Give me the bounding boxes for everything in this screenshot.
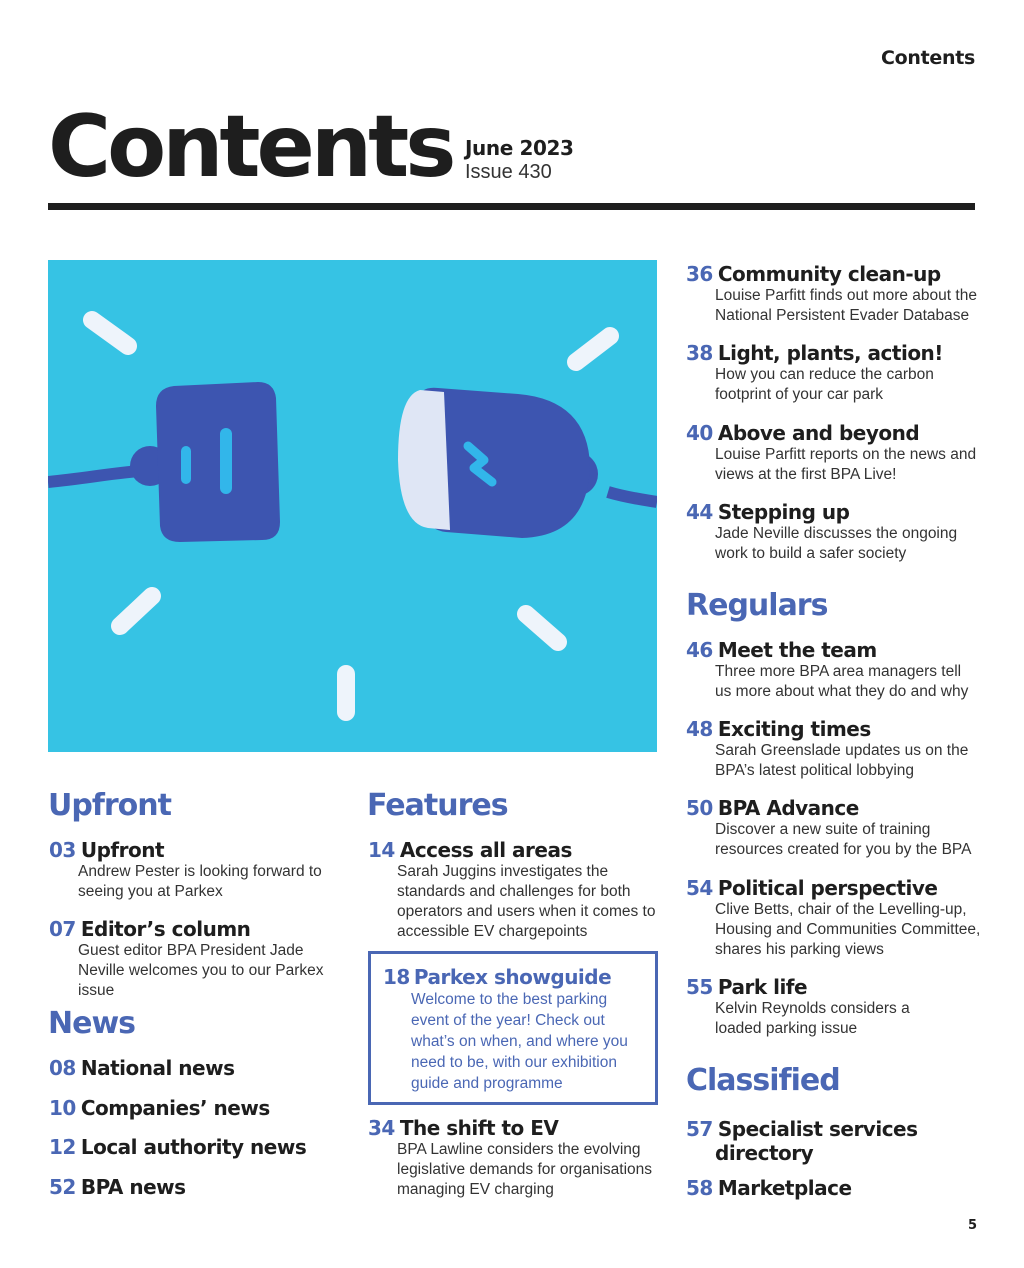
section-heading-upfront: Upfront	[48, 788, 171, 823]
toc-entry[interactable]	[686, 638, 986, 702]
entry-title: Access all areas	[399, 838, 572, 862]
page-number: 58	[686, 1176, 713, 1200]
page-number: 14	[368, 838, 395, 862]
page-number: 54	[686, 876, 713, 900]
toc-entry[interactable]	[686, 1176, 986, 1200]
entry-title: Marketplace	[717, 1176, 852, 1200]
entry-title: BPA Advance	[717, 796, 859, 820]
page-number-folio: 5	[967, 1218, 977, 1233]
page-number: 07	[49, 917, 76, 941]
entry-title: Political perspective	[717, 876, 938, 900]
entry-description: BPA Lawline considers the evolving legislative demands for organisations managing EV charging	[397, 1141, 653, 1198]
title-rule	[48, 203, 975, 210]
section-heading-classified: Classified	[686, 1063, 840, 1098]
page-number: 40	[686, 421, 713, 445]
entry-description: How you can reduce the carbon footprint of your car park	[715, 366, 934, 403]
page-number: 10	[49, 1096, 76, 1120]
entry-description: Louise Parfitt reports on the news and views at the first BPA Live!	[715, 446, 977, 483]
running-head: Contents	[880, 47, 975, 69]
page-number: 08	[49, 1056, 76, 1080]
page-number: 52	[49, 1175, 76, 1199]
toc-entry[interactable]	[49, 1175, 349, 1199]
page-number: 55	[686, 975, 713, 999]
toc-entry[interactable]	[686, 341, 986, 405]
entry-description: Kelvin Reynolds considers a loaded parking issue	[715, 1000, 910, 1037]
page-number: 48	[686, 717, 713, 741]
entry-title: Parkex showguide	[413, 965, 612, 989]
page-number: 44	[686, 500, 713, 524]
entry-title: Light, plants, action!	[717, 341, 943, 365]
toc-entry[interactable]	[49, 917, 349, 1001]
plug-right-icon	[398, 388, 657, 538]
entry-title: Exciting times	[717, 717, 871, 741]
toc-entry[interactable]	[686, 262, 986, 326]
entry-description: Discover a new suite of training resources created for you by the BPA	[715, 821, 972, 858]
entry-title: Companies’ news	[80, 1096, 270, 1120]
entry-title: The shift to EV	[399, 1116, 559, 1140]
entry-description: Jade Neville discusses the ongoing work to build a safer society	[715, 525, 958, 562]
entry-description: Clive Betts, chair of the Levelling-up, Housing and Communities Committee, shares his parking views	[715, 901, 981, 958]
toc-entry[interactable]	[686, 500, 986, 564]
toc-entry[interactable]	[49, 1056, 349, 1080]
entry-title-continued: directory	[715, 1141, 814, 1165]
entry-title: Editor’s column	[80, 917, 251, 941]
section-heading-features: Features	[367, 788, 508, 823]
section-heading-news: News	[48, 1006, 136, 1041]
entry-description: Sarah Juggins investigates the standards and challenges for both operators and users when it comes to accessible EV chargepoints	[397, 863, 656, 940]
toc-entry[interactable]	[686, 717, 986, 781]
toc-entry[interactable]	[686, 1117, 986, 1165]
page-number: 18	[383, 965, 410, 989]
issue-date: June 2023	[465, 136, 574, 160]
page-number: 34	[368, 1116, 395, 1140]
entry-title: National news	[80, 1056, 235, 1080]
entry-title: Meet the team	[717, 638, 877, 662]
toc-entry[interactable]	[686, 876, 986, 960]
page-number: 03	[49, 838, 76, 862]
page-number: 38	[686, 341, 713, 365]
plug-left-icon	[48, 382, 280, 542]
toc-entry[interactable]	[49, 838, 349, 902]
page-number: 46	[686, 638, 713, 662]
page-title: Contents	[48, 97, 453, 197]
entry-title: Stepping up	[717, 500, 850, 524]
hero-illustration	[48, 260, 657, 752]
toc-entry[interactable]	[368, 1116, 668, 1200]
toc-entry[interactable]	[686, 796, 986, 860]
parkex-showguide-box[interactable]	[368, 951, 658, 1105]
entry-description: Welcome to the best parking event of the year! Check out what’s on when, and where you need to be, with our exhibition guide and programme	[411, 991, 628, 1092]
toc-entry[interactable]	[368, 838, 668, 942]
entry-description: Three more BPA area managers tell us more about what they do and why	[715, 663, 969, 700]
toc-entry[interactable]	[686, 975, 986, 1039]
entry-title: Park life	[717, 975, 808, 999]
entry-description: Sarah Greenslade updates us on the BPA’s latest political lobbying	[715, 742, 969, 779]
entry-title: BPA news	[80, 1175, 186, 1199]
page-number: 36	[686, 262, 713, 286]
entry-description: Andrew Pester is looking forward to seeing you at Parkex	[78, 863, 322, 900]
entry-title: Upfront	[80, 838, 165, 862]
entry-title: Above and beyond	[717, 421, 920, 445]
page-number: 50	[686, 796, 713, 820]
page-number: 57	[686, 1117, 713, 1141]
section-heading-regulars: Regulars	[686, 588, 828, 623]
entry-title: Community clean-up	[717, 262, 941, 286]
toc-entry[interactable]	[49, 1096, 349, 1120]
entry-description: Louise Parfitt finds out more about the National Persistent Evader Database	[715, 287, 977, 324]
entry-title: Specialist services	[717, 1117, 918, 1141]
toc-entry[interactable]	[686, 421, 986, 485]
issue-number: Issue 430	[465, 161, 552, 183]
page-number: 12	[49, 1135, 76, 1159]
entry-description: Guest editor BPA President Jade Neville welcomes you to our Parkex issue	[78, 942, 324, 999]
entry-title: Local authority news	[80, 1135, 307, 1159]
toc-entry[interactable]	[49, 1135, 349, 1159]
